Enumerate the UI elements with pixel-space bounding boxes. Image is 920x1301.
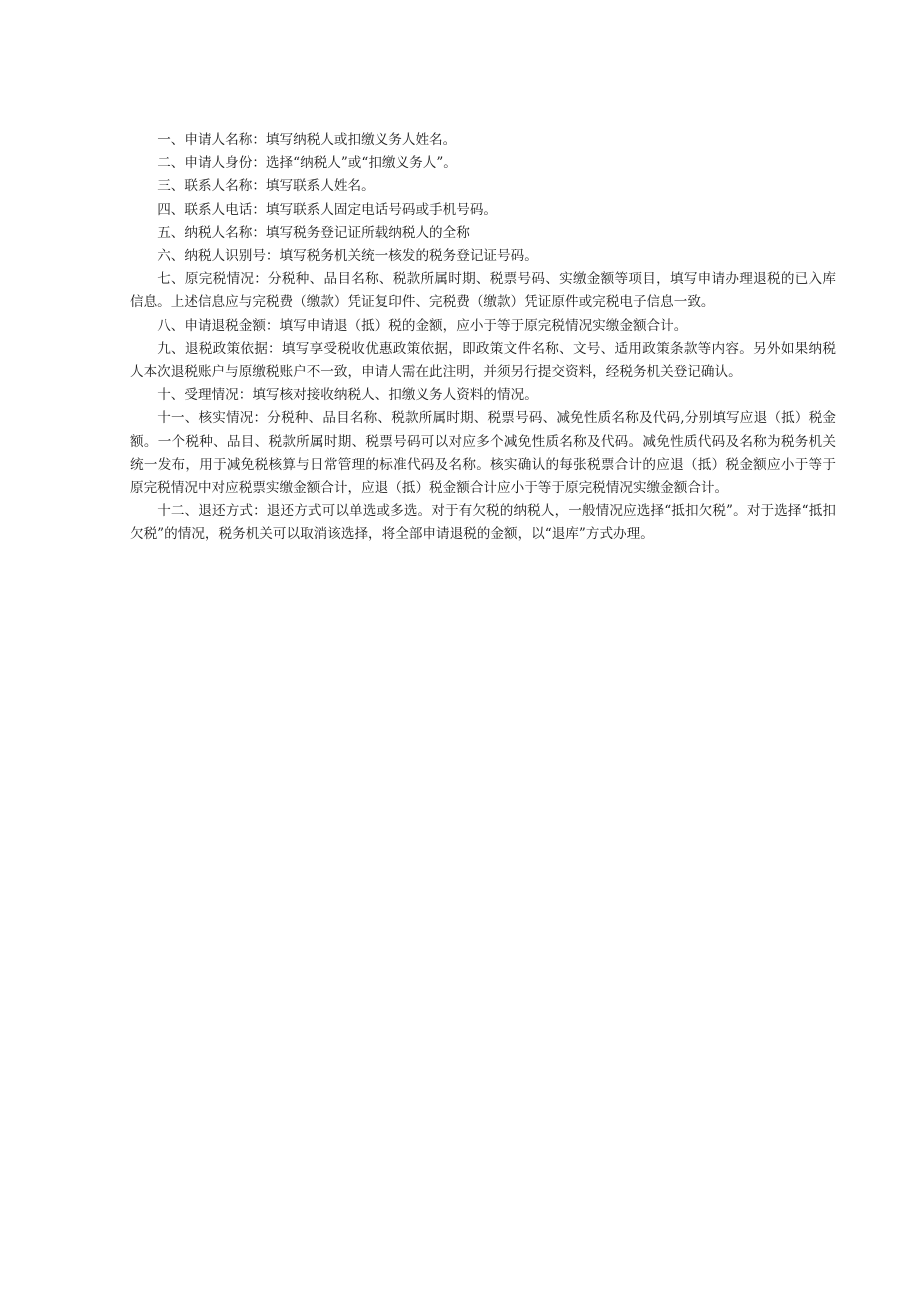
paragraph-12: 十二、退还方式：退还方式可以单选或多选。对于有欠税的纳税人，一般情况应选择“抵扣欠税”。对于选择“抵扣欠税”的情况，税务机关可以取消该选择，将全部申请退税的金额，以“退库”方式办理。 [130, 503, 836, 543]
paragraph-10: 十、受理情况：填写核对接收纳税人、扣缴义务人资料的情况。 [157, 387, 538, 404]
paragraph-4: 四、联系人电话：填写联系人固定电话号码或手机号码。 [157, 201, 498, 218]
paragraph-1: 一、申请人名称：填写纳税人或扣缴义务人姓名。 [157, 132, 457, 148]
instructions-document [130, 129, 836, 547]
paragraph-5: 五、纳税人名称：填写税务登记证所载纳税人的全称 [157, 224, 470, 241]
paragraph-6: 六、纳税人识别号：填写税务机关统一核发的税务登记证号码。 [157, 248, 538, 265]
paragraph-8: 八、申请退税金额：填写申请退（抵）税的金额，应小于等于原完税情况实缴金额合计。 [157, 317, 688, 334]
paragraph-9: 九、退税政策依据：填写享受税收优惠政策依据，即政策文件名称、文号、适用政策条款等内容。另外如果纳税人本次退税账户与原缴税账户不一致，申请人需在此注明，并须另行提交资料，经税务机关登记确认。 [130, 340, 836, 381]
paragraph-2: 二、申请人身份：选择“纳税人”或“扣缴义务人”。 [157, 155, 457, 172]
paragraph-11: 十一、核实情况：分税种、品目名称、税款所属时期、税票号码、减免性质名称及代码,分别填写应退（抵）税金额。一个税种、品目、税款所属时期、税票号码可以对应多个减免性质名称及代码。减免性质代码及名称为税务机关统一发布，用于减免税核算与日常管理的标准代码及名称。核实确认的每张税票合计的应退（抵）税金额应小于等于原完税情况中对应税票实缴金额合计，应退（抵）税金额合计应小于等于原完税情况实缴金额合计。 [130, 410, 836, 497]
paragraph-3: 三、联系人名称：填写联系人姓名。 [157, 178, 375, 195]
paragraph-7: 七、原完税情况：分税种、品目名称、税款所属时期、税票号码、实缴金额等项目，填写申请办理退税的已入库信息。上述信息应与完税费（缴款）凭证复印件、完税费（缴款）凭证原件或完税电子信息一致。 [130, 271, 836, 311]
